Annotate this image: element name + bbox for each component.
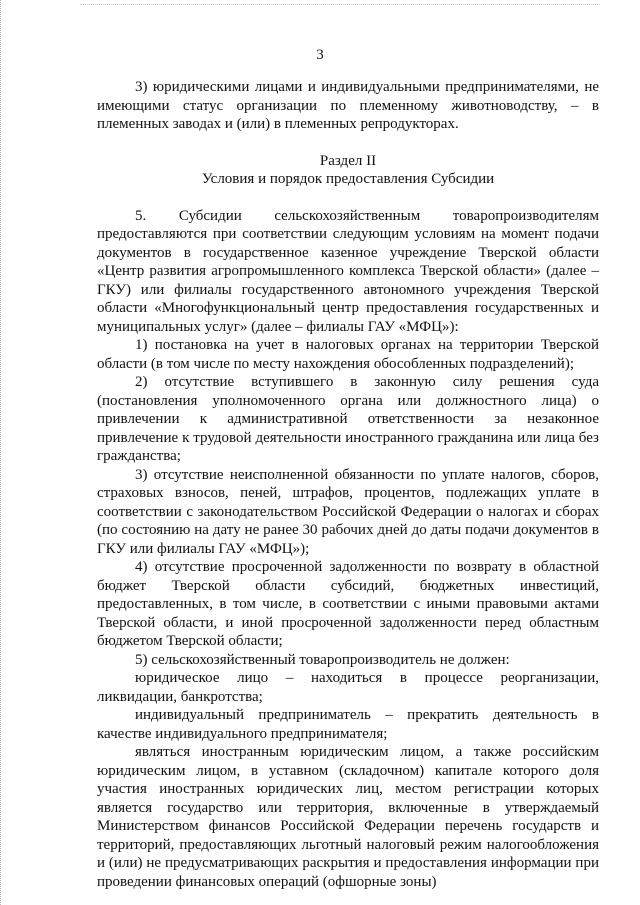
condition-5-foreign-entity: являться иностранным юридическим лицом, а также российским юридическим лицом, в уставном (складочном) капитале которого доля участия иностранных юридических лиц, местом регистрации которых является государство или территория, включенные в утверждаемый Министерством финансов Российской Федерации перечень государств и территорий, предоставляющих льготный налоговый режим налогообложения и (или) не предусматривающих раскрытия и предоставления информации при проведении финансовых операций (офшорные зоны) bbox=[97, 744, 599, 890]
document-body bbox=[97, 78, 599, 891]
section-heading: Раздел II bbox=[319, 152, 377, 169]
scan-edge-marks bbox=[0, 0, 4, 905]
scan-top-marks bbox=[80, 4, 600, 6]
condition-3: 3) отсутствие неисполненной обязанности по уплате налогов, сборов, страховых взносов, пеней, штрафов, процентов, подлежащих уплате в соответствии с законодательством Российской Федерации о налогах и сборах (по состоянию на дату не ранее 30 рабочих дней до даты подачи документов в ГКУ или филиалы ГАУ «МФЦ»); bbox=[97, 466, 599, 557]
condition-1: 1) постановка на учет в налоговых органах на территории Тверской области (в том числе по месту нахождения обособленных подразделений); bbox=[97, 337, 599, 372]
section-title: Условия и порядок предоставления Субсидии bbox=[201, 171, 495, 187]
list-item-3-paragraph: 3) юридическими лицами и индивидуальными предпринимателями, не имеющими статус организации по племенному животноводству, – в племенных заводах и (или) в племенных репродукторах. bbox=[97, 79, 599, 132]
condition-5-legal-entity: юридическое лицо – находиться в процессе реорганизации, ликвидации, банкротства; bbox=[97, 670, 599, 705]
condition-5-entrepreneur: индивидуальный предприниматель – прекратить деятельность в качестве индивидуального предпринимателя; bbox=[97, 707, 599, 742]
paragraph-5: 5. Субсидии сельскохозяйственным товаропроизводителям предоставляются при соответствии следующим условиям на момент подачи документов в государственное казенное учреждение Тверской области «Центр развития агропромышленного комплекса Тверской области» (далее – ГКУ) или филиалы государственного автономного учреждения Тверской области «Многофункциональный центр предоставления государственных и муниципальных услуг» (далее – филиалы ГАУ «МФЦ»): bbox=[97, 207, 599, 335]
condition-2: 2) отсутствие вступившего в законную силу решения суда (постановления уполномоченного органа или должностного лица) о привлечении к административной ответственности за незаконное привлечение к трудовой деятельности иностранного гражданина или лица без гражданства; bbox=[97, 374, 599, 464]
page-number: 3 bbox=[316, 47, 324, 63]
condition-4: 4) отсутствие просроченной задолженности по возврату в областной бюджет Тверской области субсидий, бюджетных инвестиций, предоставленных, в том числе, в соответствии с иными правовыми актами Тверской области, и иной просроченной задолженности перед областным бюджетом Тверской области; bbox=[97, 559, 599, 649]
condition-5: 5) сельскохозяйственный товаропроизводитель не должен: bbox=[135, 651, 510, 668]
